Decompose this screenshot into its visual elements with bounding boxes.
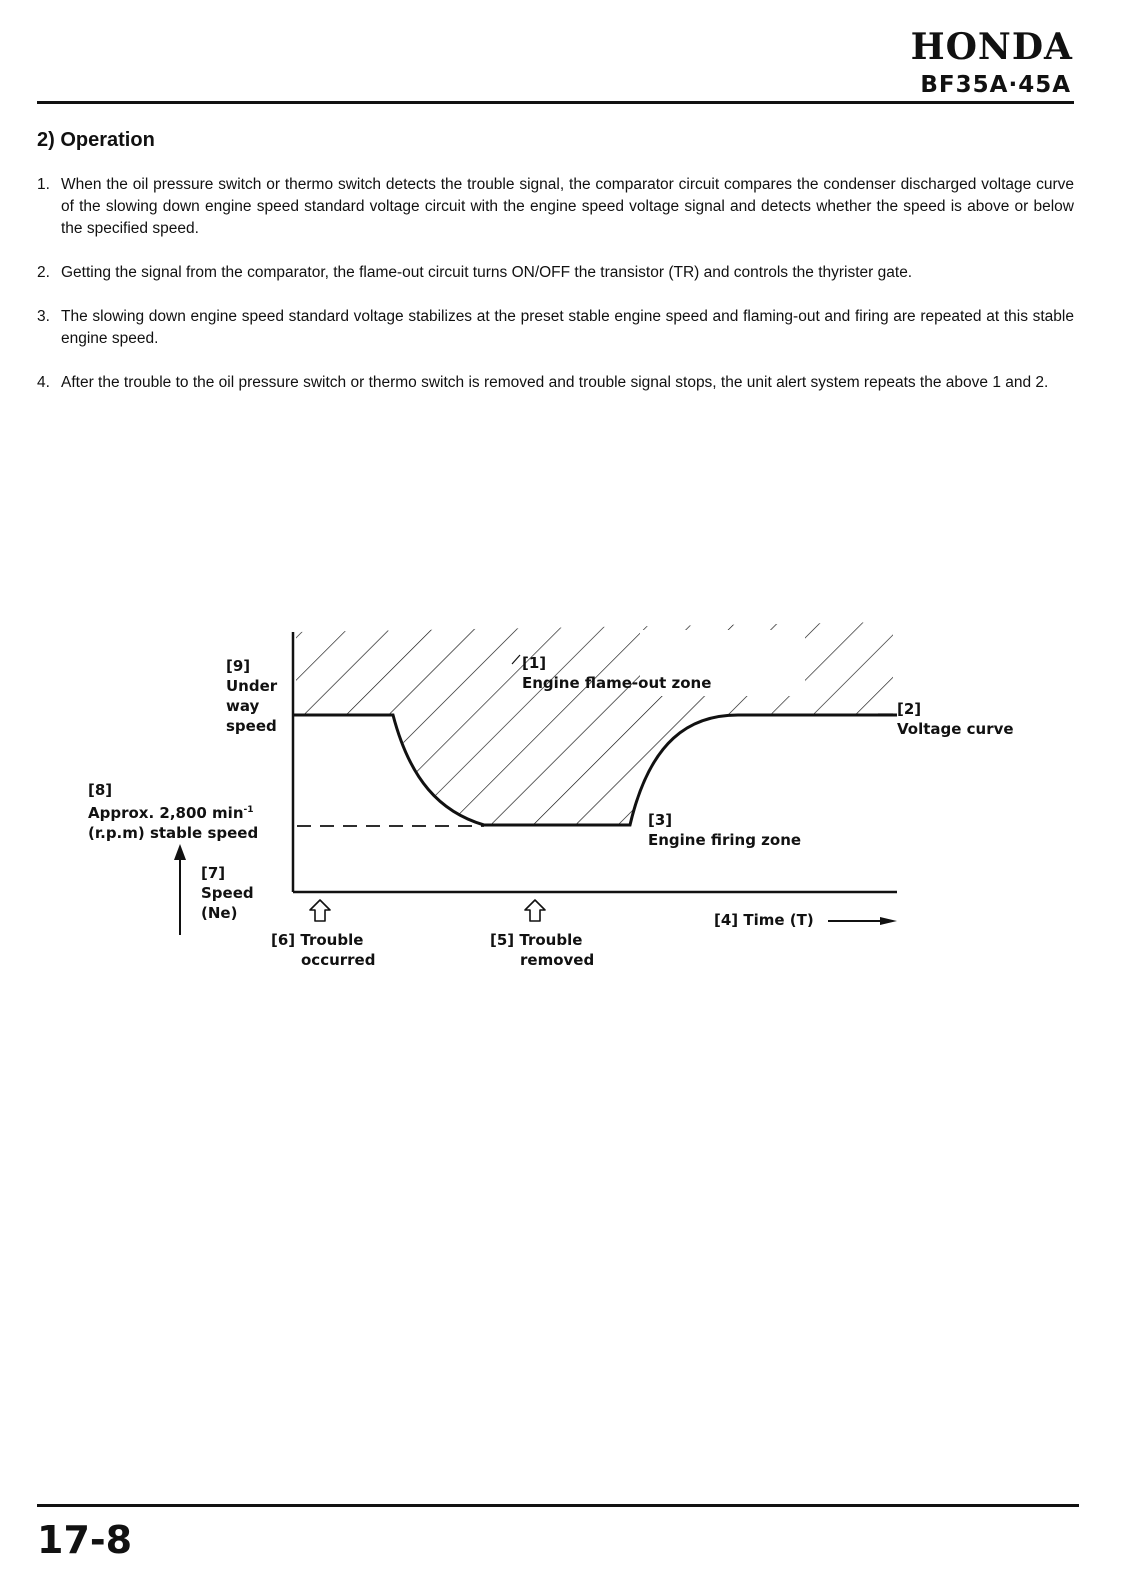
label-5 (490, 930, 594, 970)
label-2-text: Voltage curve (897, 720, 1014, 738)
time-arrow-right-icon (880, 917, 897, 925)
label-8-superscript: -1 (243, 805, 254, 815)
step-number: 4. (37, 374, 50, 391)
label-8 (88, 780, 258, 843)
step-text: Getting the signal from the comparator, the flame-out circuit turns ON/OFF the transistor (TR) and controls the thyrister gate. (61, 264, 913, 281)
step-text: When the oil pressure switch or thermo switch detects the trouble signal, the comparator circuit compares the condenser discharged voltage curve of the slowing down engine speed standard voltage circuit with the engine speed voltage signal and detects whether the speed is above or below the specified speed. (61, 176, 1074, 237)
label-8-line1 (88, 800, 258, 823)
label-3-text: Engine firing zone (648, 831, 802, 849)
label-6 (271, 930, 375, 970)
label-7-ref: [7] (201, 864, 226, 882)
label-9-line2: way (226, 697, 260, 715)
label-5-line1: [5] Trouble (490, 931, 583, 949)
speed-arrow-up-icon (174, 844, 186, 860)
step-text: After the trouble to the oil pressure switch or thermo switch is removed and trouble signal stops, the unit alert system repeats the above 1 and 2. (61, 374, 1049, 391)
label-9 (226, 656, 277, 736)
label-3-ref: [3] (648, 811, 673, 829)
trouble-occurred-arrow-icon (310, 900, 330, 921)
label-2-ref: [2] (897, 700, 922, 718)
label-8-line2: (r.p.m) stable speed (88, 824, 259, 842)
label-2 (897, 699, 1014, 739)
section-title: 2) Operation (37, 129, 155, 151)
footer-rule (37, 1504, 1079, 1507)
label-7 (201, 863, 254, 923)
label-8-ref: [8] (88, 781, 113, 799)
model-code: BF35A·45A (920, 72, 1071, 98)
label-7-line1: Speed (201, 884, 254, 902)
label-6-line2: occurred (301, 951, 376, 969)
label-7-line2: (Ne) (201, 904, 238, 922)
label-4: [4] Time (T) (714, 911, 814, 929)
label-8-line1-text: Approx. 2,800 min (88, 804, 244, 822)
step-number: 1. (37, 176, 50, 193)
label-6-line1: [6] Trouble (271, 931, 364, 949)
label-1-ref: [1] (522, 654, 547, 672)
step-number: 2. (37, 264, 50, 281)
label-9-line3: speed (226, 717, 277, 735)
honda-logo: HONDA (910, 26, 1073, 68)
label-5-line2: removed (520, 951, 595, 969)
label-1-text: Engine flame-out zone (522, 674, 712, 692)
page-number: 17-8 (37, 1518, 133, 1562)
label-9-ref: [9] (226, 657, 251, 675)
step-text: The slowing down engine speed standard voltage stabilizes at the preset stable engine speed and flaming-out and firing are repeated at this stable engine speed. (61, 308, 1074, 347)
trouble-removed-arrow-icon (525, 900, 545, 921)
label-3 (648, 810, 801, 850)
step-number: 3. (37, 308, 50, 325)
label-9-line1: Under (226, 677, 278, 695)
label-1 (522, 653, 711, 693)
